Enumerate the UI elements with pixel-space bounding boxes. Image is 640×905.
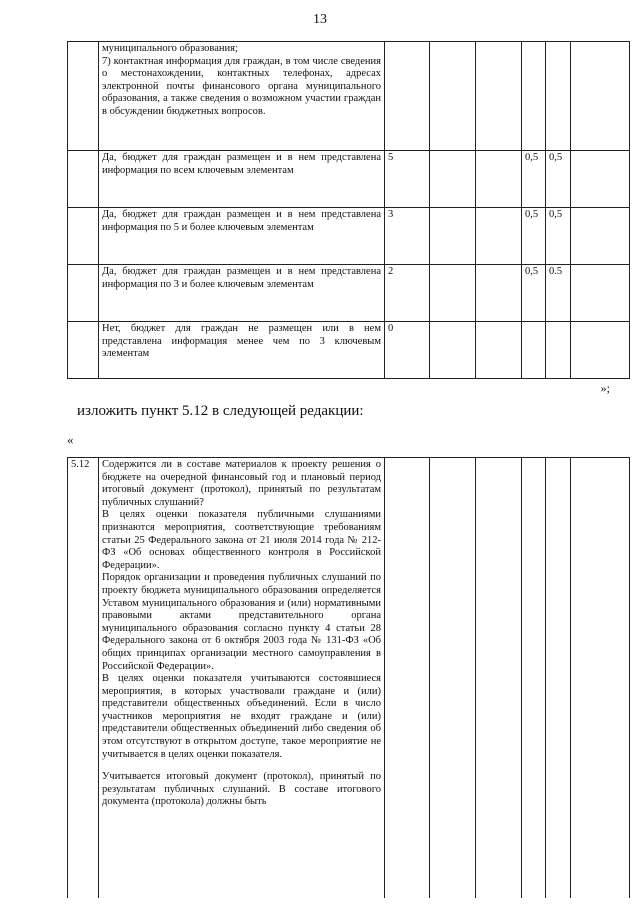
- row-coef-2: [546, 322, 571, 379]
- paragraph-protocol: Учитывается итоговый документ (протокол), принятый по результатам публичных слушаний. В составе итогового документа (протокола) должны быть: [102, 771, 381, 808]
- row-code: [68, 265, 99, 322]
- row-description: Да, бюджет для граждан размещен и в нем представлена информация по всем ключевым элементам: [99, 151, 385, 208]
- row-description: Да, бюджет для граждан размещен и в нем представлена информация по 5 и более ключевым элементам: [99, 208, 385, 265]
- row-description: муниципального образования; 7) контактная информация для граждан, в том числе сведения о местонахождении, контактных телефонах, адресах электронной почты финансового органа муниципального образования, а также сведения о возможном участии граждан в обсуждении бюджетных вопросов.: [99, 42, 385, 151]
- table-row: [68, 265, 630, 322]
- table-row: [68, 458, 630, 898]
- row-description: Нет, бюджет для граждан не размещен или в нем представлена информация менее чем по 3 ключевым элементам: [99, 322, 385, 379]
- row-coef-2: 0,5: [546, 208, 571, 265]
- row-score: 2: [385, 265, 430, 322]
- row-score: 5: [385, 151, 430, 208]
- row-coef-2: 0,5: [546, 151, 571, 208]
- row-coef-1: 0,5: [522, 151, 546, 208]
- row-code: [68, 322, 99, 379]
- table-row: [68, 42, 630, 151]
- row-score: [385, 42, 430, 151]
- paragraph-question: Содержится ли в составе материалов к проекту решения о бюджете на очередной финансовый год и плановый период итоговый документ (протокол), принятый по результатам публичных слушаний?: [102, 459, 381, 508]
- item-code: 5.12: [68, 458, 99, 898]
- amendment-instruction: изложить пункт 5.12 в следующей редакции:: [77, 403, 364, 419]
- item-description: [99, 458, 385, 898]
- row-coef-1: 0,5: [522, 208, 546, 265]
- table-row: [68, 322, 630, 379]
- criteria-table-top: [67, 41, 630, 379]
- row-coef-1: 0,5: [522, 265, 546, 322]
- row-code: [68, 208, 99, 265]
- table-row: [68, 208, 630, 265]
- row-coef-2: 0.5: [546, 265, 571, 322]
- row-coef-1: [522, 322, 546, 379]
- opening-quote: «: [67, 432, 74, 447]
- closing-quote: »;: [600, 381, 610, 395]
- row-coef-1: [522, 42, 546, 151]
- row-code: [68, 42, 99, 151]
- row-code: [68, 151, 99, 208]
- row-score: 0: [385, 322, 430, 379]
- paragraph-definition: В целях оценки показателя публичными слушаниями признаются мероприятия, соответствующие требованиям статьи 25 Федерального закона от 21 июля 2014 года № 212-ФЗ «Об основах общественного контроля в Российской Федерации».: [102, 509, 381, 571]
- paragraph-procedure: Порядок организации и проведения публичных слушаний по проекту бюджета муниципального образования определяется Уставом муниципального образования и (или) нормативными правовыми актами представительного органа муниципального образования согласно пункту 4 статьи 28 Федерального закона от 6 октября 2003 года № 131-ФЗ «Об общих принципах организации местного самоуправления в Российской Федерации».: [102, 572, 381, 672]
- criteria-table-bottom: [67, 457, 630, 898]
- row-description: Да, бюджет для граждан размещен и в нем представлена информация по 3 и более ключевым элементам: [99, 265, 385, 322]
- row-coef-2: [546, 42, 571, 151]
- paragraph-participants: В целях оценки показателя учитываются состоявшиеся мероприятия, в которых участвовали граждане и (или) представители общественных объединений. Если в число участников мероприятия не входят граждане и (или) представители общественных объединений либо сведения об этом отсутствуют в открытом доступе, такое мероприятие не учитывается в целях оценки показателя.: [102, 673, 381, 760]
- table-row: [68, 151, 630, 208]
- page-number: 13: [313, 12, 327, 27]
- row-score: 3: [385, 208, 430, 265]
